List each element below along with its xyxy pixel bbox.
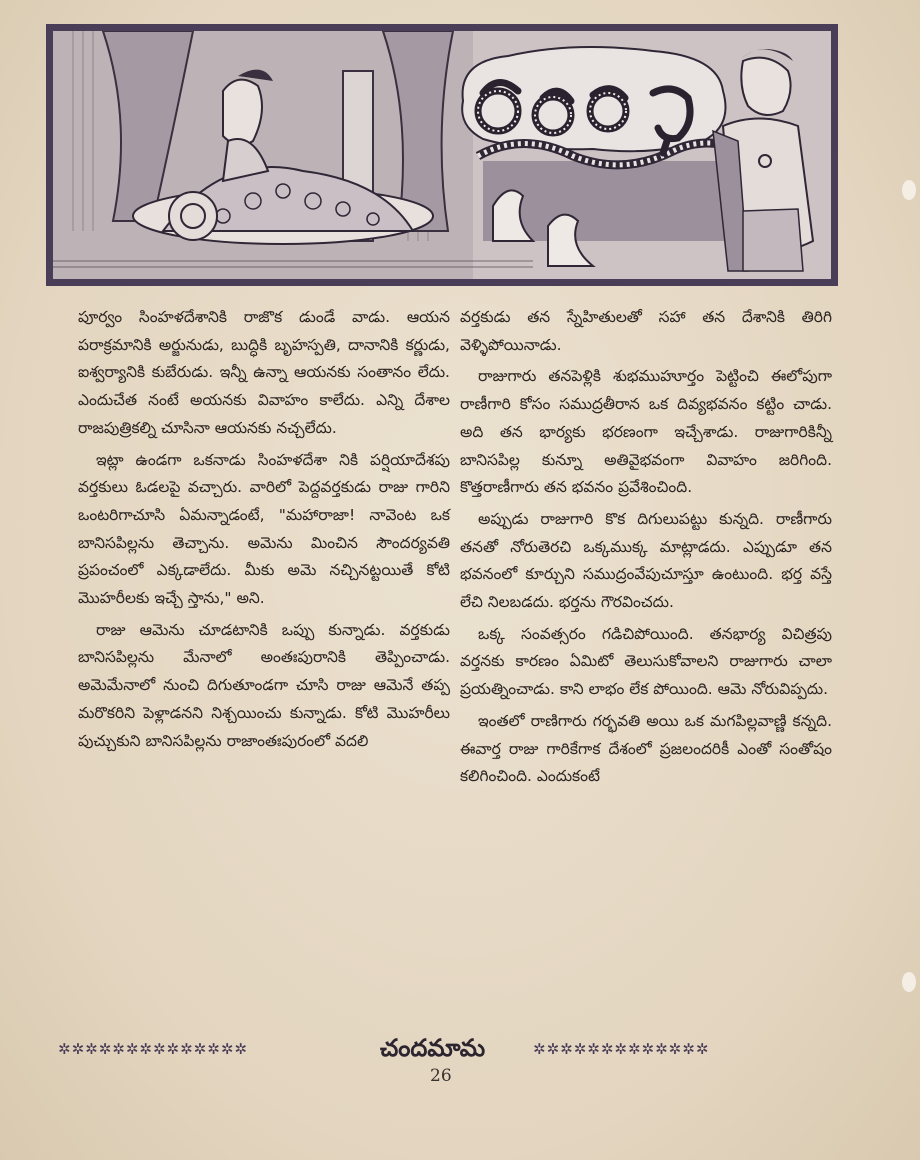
title-lettering: [463, 53, 713, 163]
page-footer: [58, 1034, 818, 1068]
header-illustration: [46, 24, 838, 286]
paragraph: రాజుగారు తనపెళ్లికి శుభముహూర్తం పెట్టించి ఈలోపుగా రాణీగారి కోసం సముద్రతీరాన ఒక దివ్యభవనం కట్టిం చాడు. అది తన భార్యకు భరణంగా ఇచ్చేశాడు. రాజుగారికిన్నీ బానిసపిల్ల కున్నూ అతివైభవంగా వివాహం జరిగింది. కొత్తరాణీగారు తన భవనం ప్రవేశించింది.: [460, 367, 832, 497]
paragraph: వర్తకుడు తన స్నేహితులతో సహా తన దేశానికి తిరిగి వెళ్ళిపోయినాడు.: [460, 308, 832, 354]
paragraph: రాజు ఆమెను చూడటానికి ఒప్పు కున్నాడు. వర్తకుడు బానిసపిల్లను మేనాలో అంతఃపురానికి తెప్పించాడు. అమెమేనాలో నుంచి దిగుతూండగా చూసి రాజు ఆమెనే తప్ప మరొకరిని పెళ్లాడనని నిశ్చయించు కున్నాడు. కోటి మొహరీలు పుచ్చుకుని బానిసపిల్లను రాజాంతఃపురంలో వదలి: [78, 620, 450, 750]
paragraph: పూర్వం సింహళదేశానికి రాజొక డుండే వాడు. ఆయన పరాక్రమానికి అర్జునుడు, బుద్ధికి బృహస్పతి, దానానికి కర్ణుడు, ఐశ్వర్యానికి కుబేరుడు. ఇన్నీ ఉన్నా ఆయనకు సంతానం లేదు. ఎందుచేత నంటే అయనకు వివాహం కాలేదు. ఎన్ని దేశాల రాజపుత్రికల్ని చూసినా ఆయనకు నచ్చలేదు.: [78, 308, 450, 437]
paper-edge-mark: [902, 972, 916, 992]
paper-edge-mark: [902, 180, 916, 200]
page-number: 26: [430, 1066, 452, 1086]
illustration-art: [53, 31, 831, 279]
title-text: నాగకన్య: [463, 161, 467, 162]
paragraph: ఇంతలో రాణిగారు గర్భవతి అయి ఒక మగపిల్లవాణ్ణి కన్నది. ఈవార్త రాజు గారికేగాక దేశంలో ప్రజలందరికీ ఎంతో సంతోషం కలిగించింది. ఎందుకంటే: [460, 711, 832, 786]
paragraph: ఒక్క సంవత్సరం గడిచిపోయింది. తనభార్య విచిత్రపు వర్తనకు కారణం ఏమిటో తెలుసుకోవాలని రాజుగారు చాలా ప్రయత్నించాడు. కాని లాభం లేక పోయింది. ఆమె నోరువిప్పదు.: [460, 624, 832, 699]
paragraph: అప్పుడు రాజుగారి కొక దిగులుపట్టు కున్నది. రాణీగారు తనతో నోరుతెరచి ఒక్కముక్క మాట్లాడదు. ఎప్పుడూ తన భవనంలో కూర్చుని సముద్రంవేపుచూస్తూ ఉంటుంది. భర్త వస్తే లేచి నిలబడదు. భర్తను గౌరవించదు.: [460, 509, 832, 612]
star-border-left: ✲✲✲✲✲✲✲✲✲✲✲✲✲✲: [58, 1040, 248, 1058]
paragraph: ఇట్లా ఉండగా ఒకనాడు సింహళదేశా నికి పర్షియాదేశపు వర్తకులు ఓడలపై వచ్చారు. వారిలో పెద్దవర్తకుడు రాజు గారిని ఒంటరిగాచూసి ఏమన్నాడంటే, "మహారాజా! నావెంట ఒక బానిసపిల్లను తెచ్చాను. అమెను మించిన సౌందర్యవతి ప్రపంచంలో ఎక్కడాలేదు. మీకు అమె నచ్చినట్టయితే కోటి మొహరీలకు ఇచ్చే స్తాను," అని.: [78, 450, 450, 608]
illustration-panel: [53, 31, 831, 279]
star-border-right: ✲✲✲✲✲✲✲✲✲✲✲✲✲: [533, 1040, 710, 1058]
magazine-name: చందమామ: [380, 1034, 486, 1062]
left-column: [78, 304, 450, 759]
right-column: [460, 304, 832, 795]
